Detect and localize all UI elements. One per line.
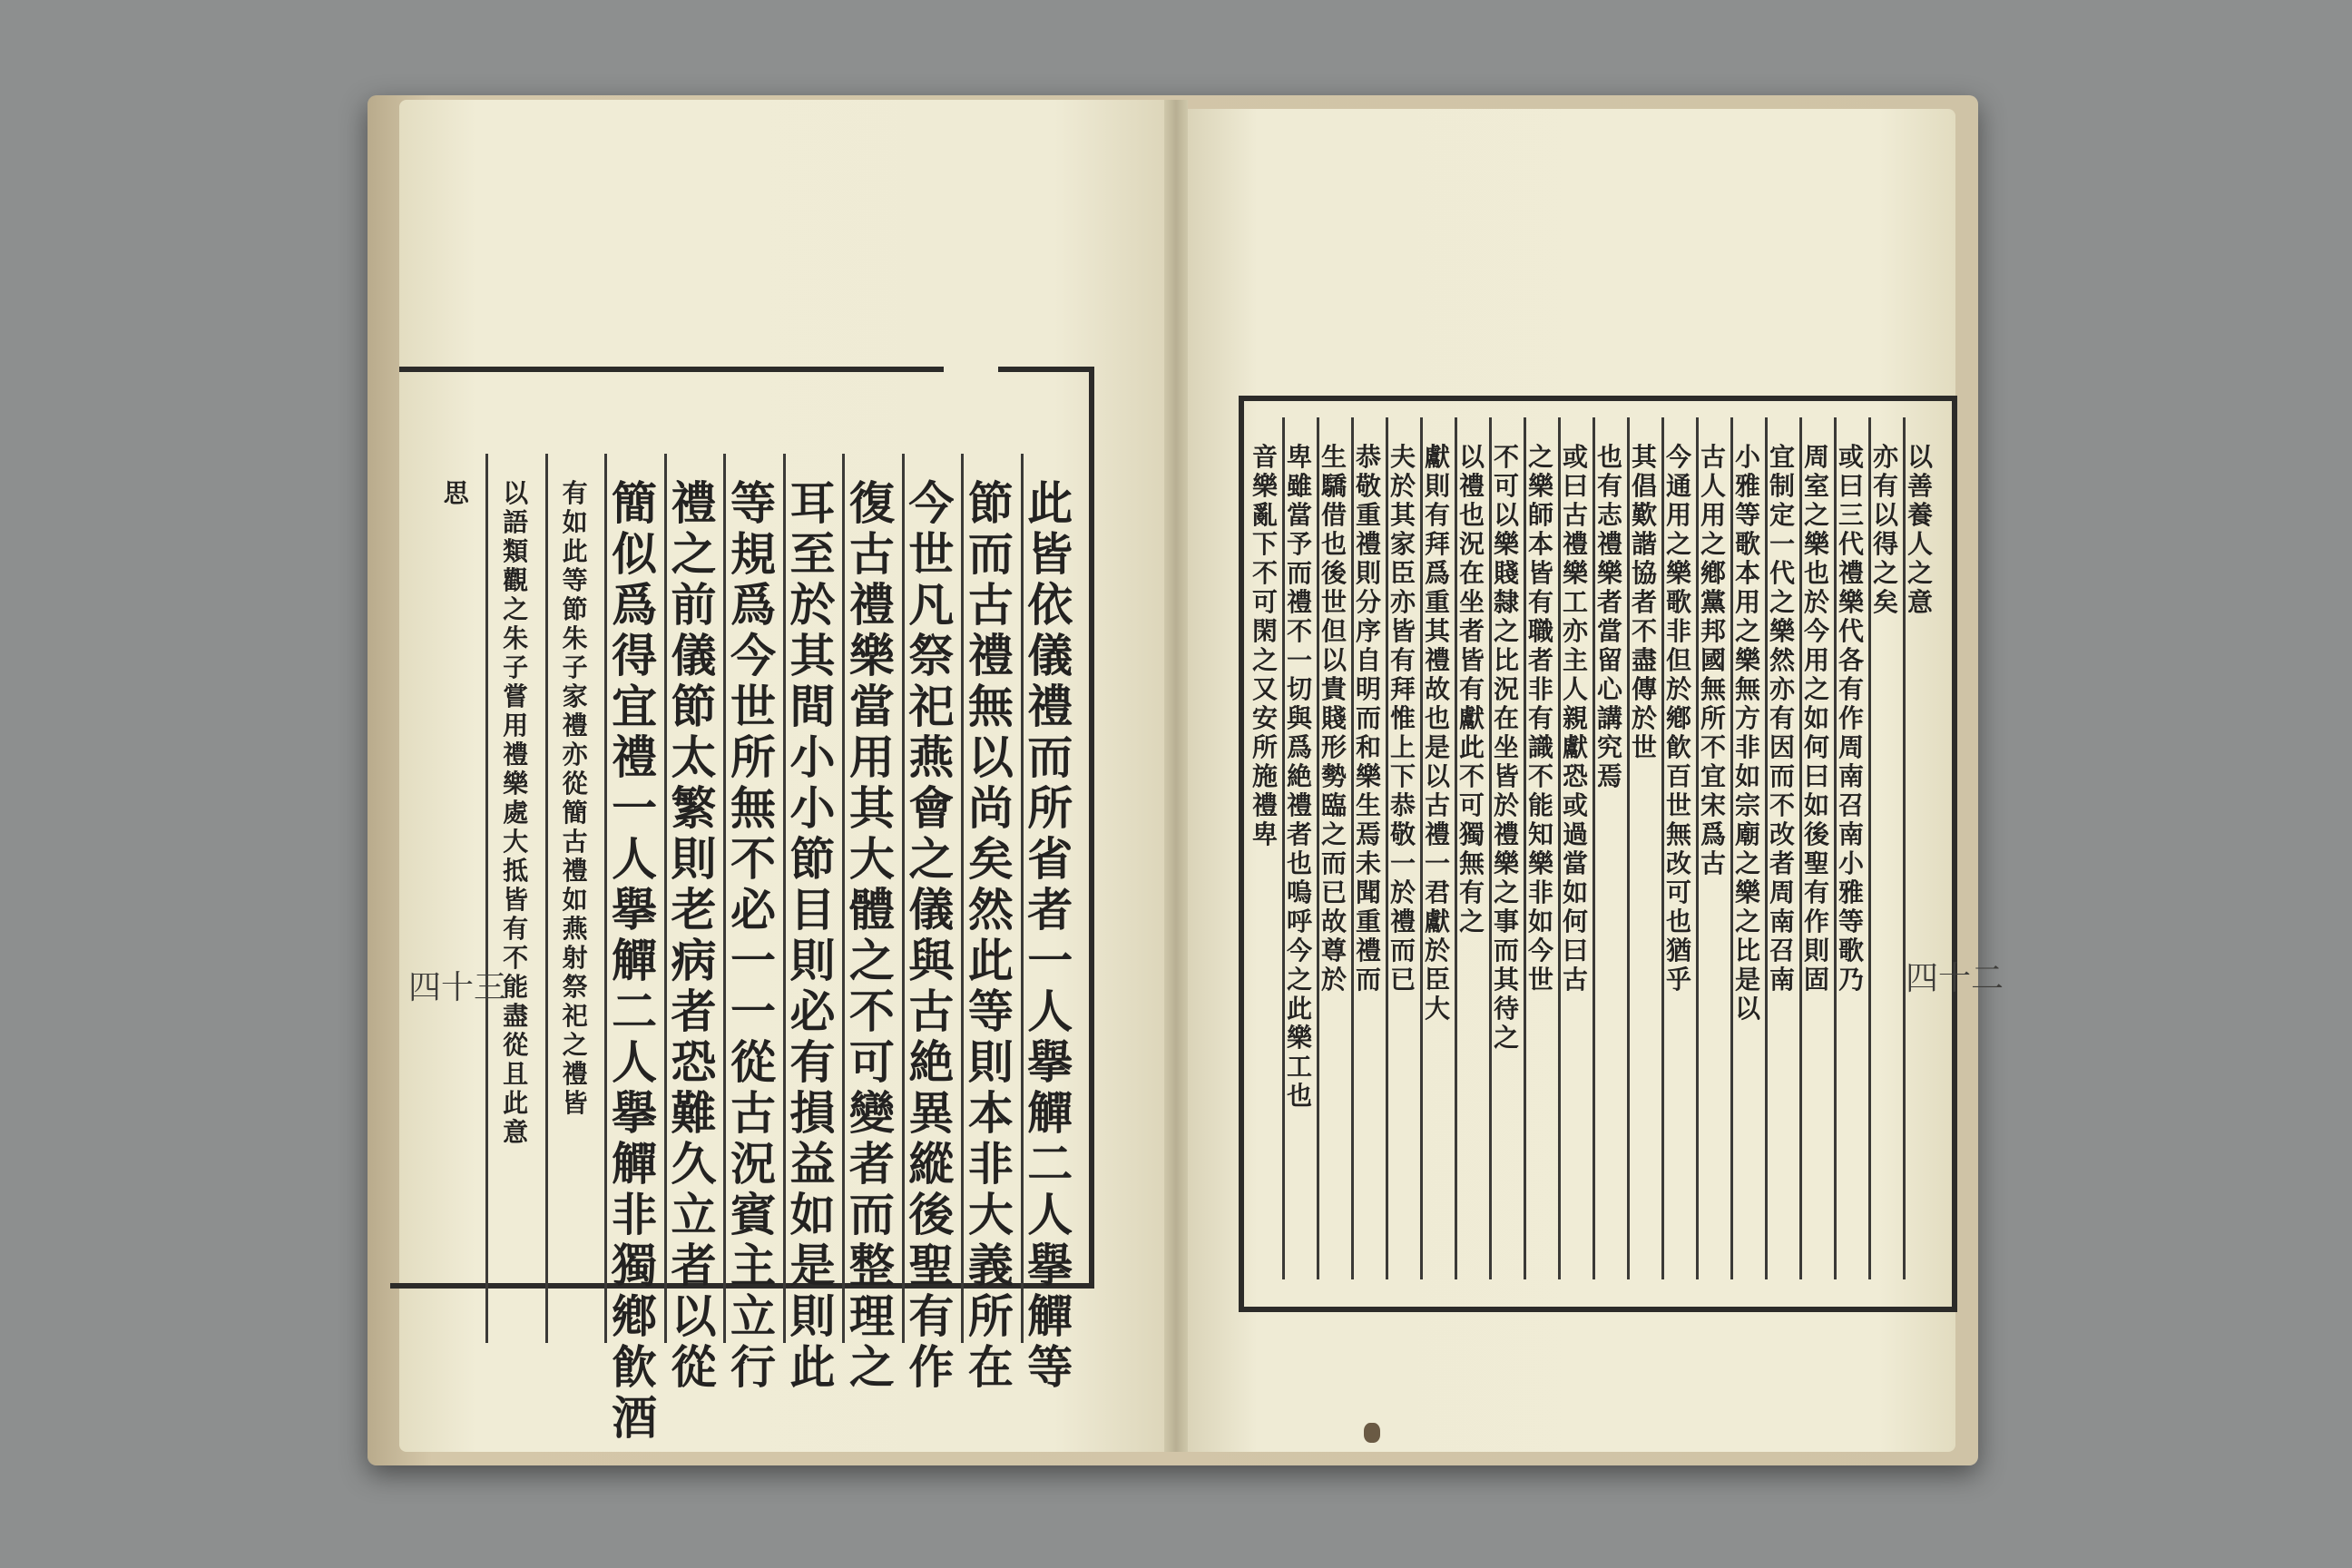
column-rule — [1627, 417, 1630, 1279]
right-text-column: 卑 雖 當 予 而 禮 不 一 切 與 爲 絶 禮 者 也 嗚 呼 今 之 此 樂 工 也 — [1286, 442, 1312, 1111]
right-text-column: 夫 於 其 家 臣 亦 皆 有 拜 惟 上 下 恭 敬 一 於 禮 而 已 — [1389, 442, 1416, 995]
column-rule — [842, 454, 845, 1343]
right-text-column: 亦 有 以 得 之 矣 — [1872, 442, 1898, 617]
column-rule — [1317, 417, 1319, 1279]
column-rule — [783, 454, 786, 1343]
left-text-column: 等 規 爲 今 世 所 無 不 必 一 一 從 古 況 賓 主 立 行 — [730, 476, 776, 1394]
right-text-column: 或 曰 三 代 禮 樂 代 各 有 作 周 南 召 南 小 雅 等 歌 乃 — [1838, 442, 1864, 995]
column-rule — [1386, 417, 1388, 1279]
column-rule — [485, 454, 488, 1343]
left-text-column: 復 古 禮 樂 當 用 其 大 體 之 不 可 變 者 而 整 理 之 — [848, 476, 895, 1394]
column-rule — [1351, 417, 1354, 1279]
column-rule — [604, 454, 607, 1343]
left-text-column: 禮 之 前 儀 節 太 繁 則 老 病 者 恐 難 久 立 者 以 從 — [671, 476, 717, 1394]
right-folio: 四十二 — [1906, 960, 2004, 997]
left-text-column: 以 語 類 觀 之 朱 子 嘗 用 禮 樂 處 大 抵 皆 有 不 能 盡 從 且 此 意 — [503, 478, 529, 1147]
column-rule — [1868, 417, 1871, 1279]
left-text-column: 有 如 此 等 節 朱 子 家 禮 亦 從 簡 古 禮 如 燕 射 祭 祀 之 禮 皆 — [562, 478, 588, 1118]
right-text-column: 宜 制 定 一 代 之 樂 然 亦 有 因 而 不 改 者 周 南 召 南 — [1769, 442, 1795, 995]
column-rule — [902, 454, 905, 1343]
column-rule — [1524, 417, 1526, 1279]
column-rule — [1799, 417, 1802, 1279]
column-rule — [1592, 417, 1595, 1279]
column-rule — [545, 454, 548, 1343]
left-text-column: 思 — [443, 478, 469, 508]
column-rule — [961, 454, 964, 1343]
right-text-column: 恭 敬 重 禮 則 分 序 自 明 而 和 樂 生 焉 未 聞 重 禮 而 — [1355, 442, 1381, 995]
right-text-column: 今 通 用 之 樂 歌 非 但 於 鄕 飮 百 世 無 改 可 也 猶 乎 — [1665, 442, 1691, 995]
column-rule — [1661, 417, 1664, 1279]
right-text-column: 之 樂 師 本 皆 有 職 者 非 有 識 不 能 知 樂 非 如 今 世 — [1527, 442, 1553, 995]
column-rule — [1021, 454, 1024, 1343]
left-text-column: 簡 似 爲 得 宜 禮 一 人 擧 觶 二 人 擧 觶 非 獨 鄕 飮 酒 — [612, 476, 658, 1445]
right-text-column: 以 善 養 人 之 意 — [1906, 442, 1933, 617]
right-text-column: 以 禮 也 況 在 坐 者 皆 有 獻 此 不 可 獨 無 有 之 — [1458, 442, 1485, 936]
column-rule — [1730, 417, 1733, 1279]
right-text-column: 不 可 以 樂 賤 隸 之 比 況 在 坐 皆 於 禮 樂 之 事 而 其 待 之 — [1493, 442, 1519, 1053]
column-rule — [1903, 417, 1906, 1279]
column-rule — [1420, 417, 1423, 1279]
left-top-border — [399, 367, 944, 372]
left-text-column: 此 皆 依 儀 禮 而 所 省 者 一 人 擧 觶 二 人 擧 觶 等 — [1027, 476, 1073, 1394]
column-rule — [1455, 417, 1457, 1279]
column-rule — [1696, 417, 1699, 1279]
right-text-column: 或 曰 古 禮 樂 工 亦 主 人 親 獻 恐 或 過 當 如 何 曰 古 — [1562, 442, 1588, 995]
paper-stain — [1364, 1423, 1380, 1443]
column-rule — [1558, 417, 1561, 1279]
column-rule — [1489, 417, 1492, 1279]
column-rule — [723, 454, 726, 1343]
right-text-column: 也 有 志 禮 樂 者 當 留 心 講 究 焉 — [1596, 442, 1622, 791]
left-top-border-fragment — [998, 367, 1089, 372]
left-text-column: 耳 至 於 其 間 小 小 節 目 則 必 有 損 益 如 是 則 此 — [789, 476, 836, 1394]
right-text-column: 周 室 之 樂 也 於 今 用 之 如 何 曰 如 後 聖 有 作 則 固 — [1803, 442, 1829, 995]
column-rule — [1282, 417, 1285, 1279]
left-text-column: 今 世 凡 祭 祀 燕 會 之 儀 與 古 絶 異 縱 後 聖 有 作 — [908, 476, 955, 1394]
book-gutter — [1164, 100, 1188, 1452]
right-text-column: 獻 則 有 拜 爲 重 其 禮 故 也 是 以 古 禮 一 君 獻 於 臣 大 — [1424, 442, 1450, 1024]
right-text-column: 古 人 用 之 鄕 黨 邦 國 無 所 不 宜 宋 爲 古 — [1700, 442, 1726, 878]
left-folio: 四十三 — [408, 969, 507, 1006]
column-rule — [664, 454, 667, 1343]
column-rule — [1834, 417, 1837, 1279]
right-text-column: 小 雅 等 歌 本 用 之 樂 無 方 非 如 宗 廟 之 樂 之 比 是 以 — [1734, 442, 1760, 1024]
right-text-column: 音 樂 亂 下 不 可 閑 之 又 安 所 施 禮 卑 — [1251, 442, 1278, 849]
left-text-column: 節 而 古 禮 無 以 尚 矣 然 此 等 則 本 非 大 義 所 在 — [967, 476, 1014, 1394]
right-text-column: 生 驕 借 也 後 世 但 以 貴 賤 形 勢 臨 之 而 已 故 尊 於 — [1320, 442, 1347, 995]
column-rule — [1765, 417, 1768, 1279]
right-text-column: 其 倡 歎 諧 協 者 不 盡 傳 於 世 — [1631, 442, 1657, 762]
